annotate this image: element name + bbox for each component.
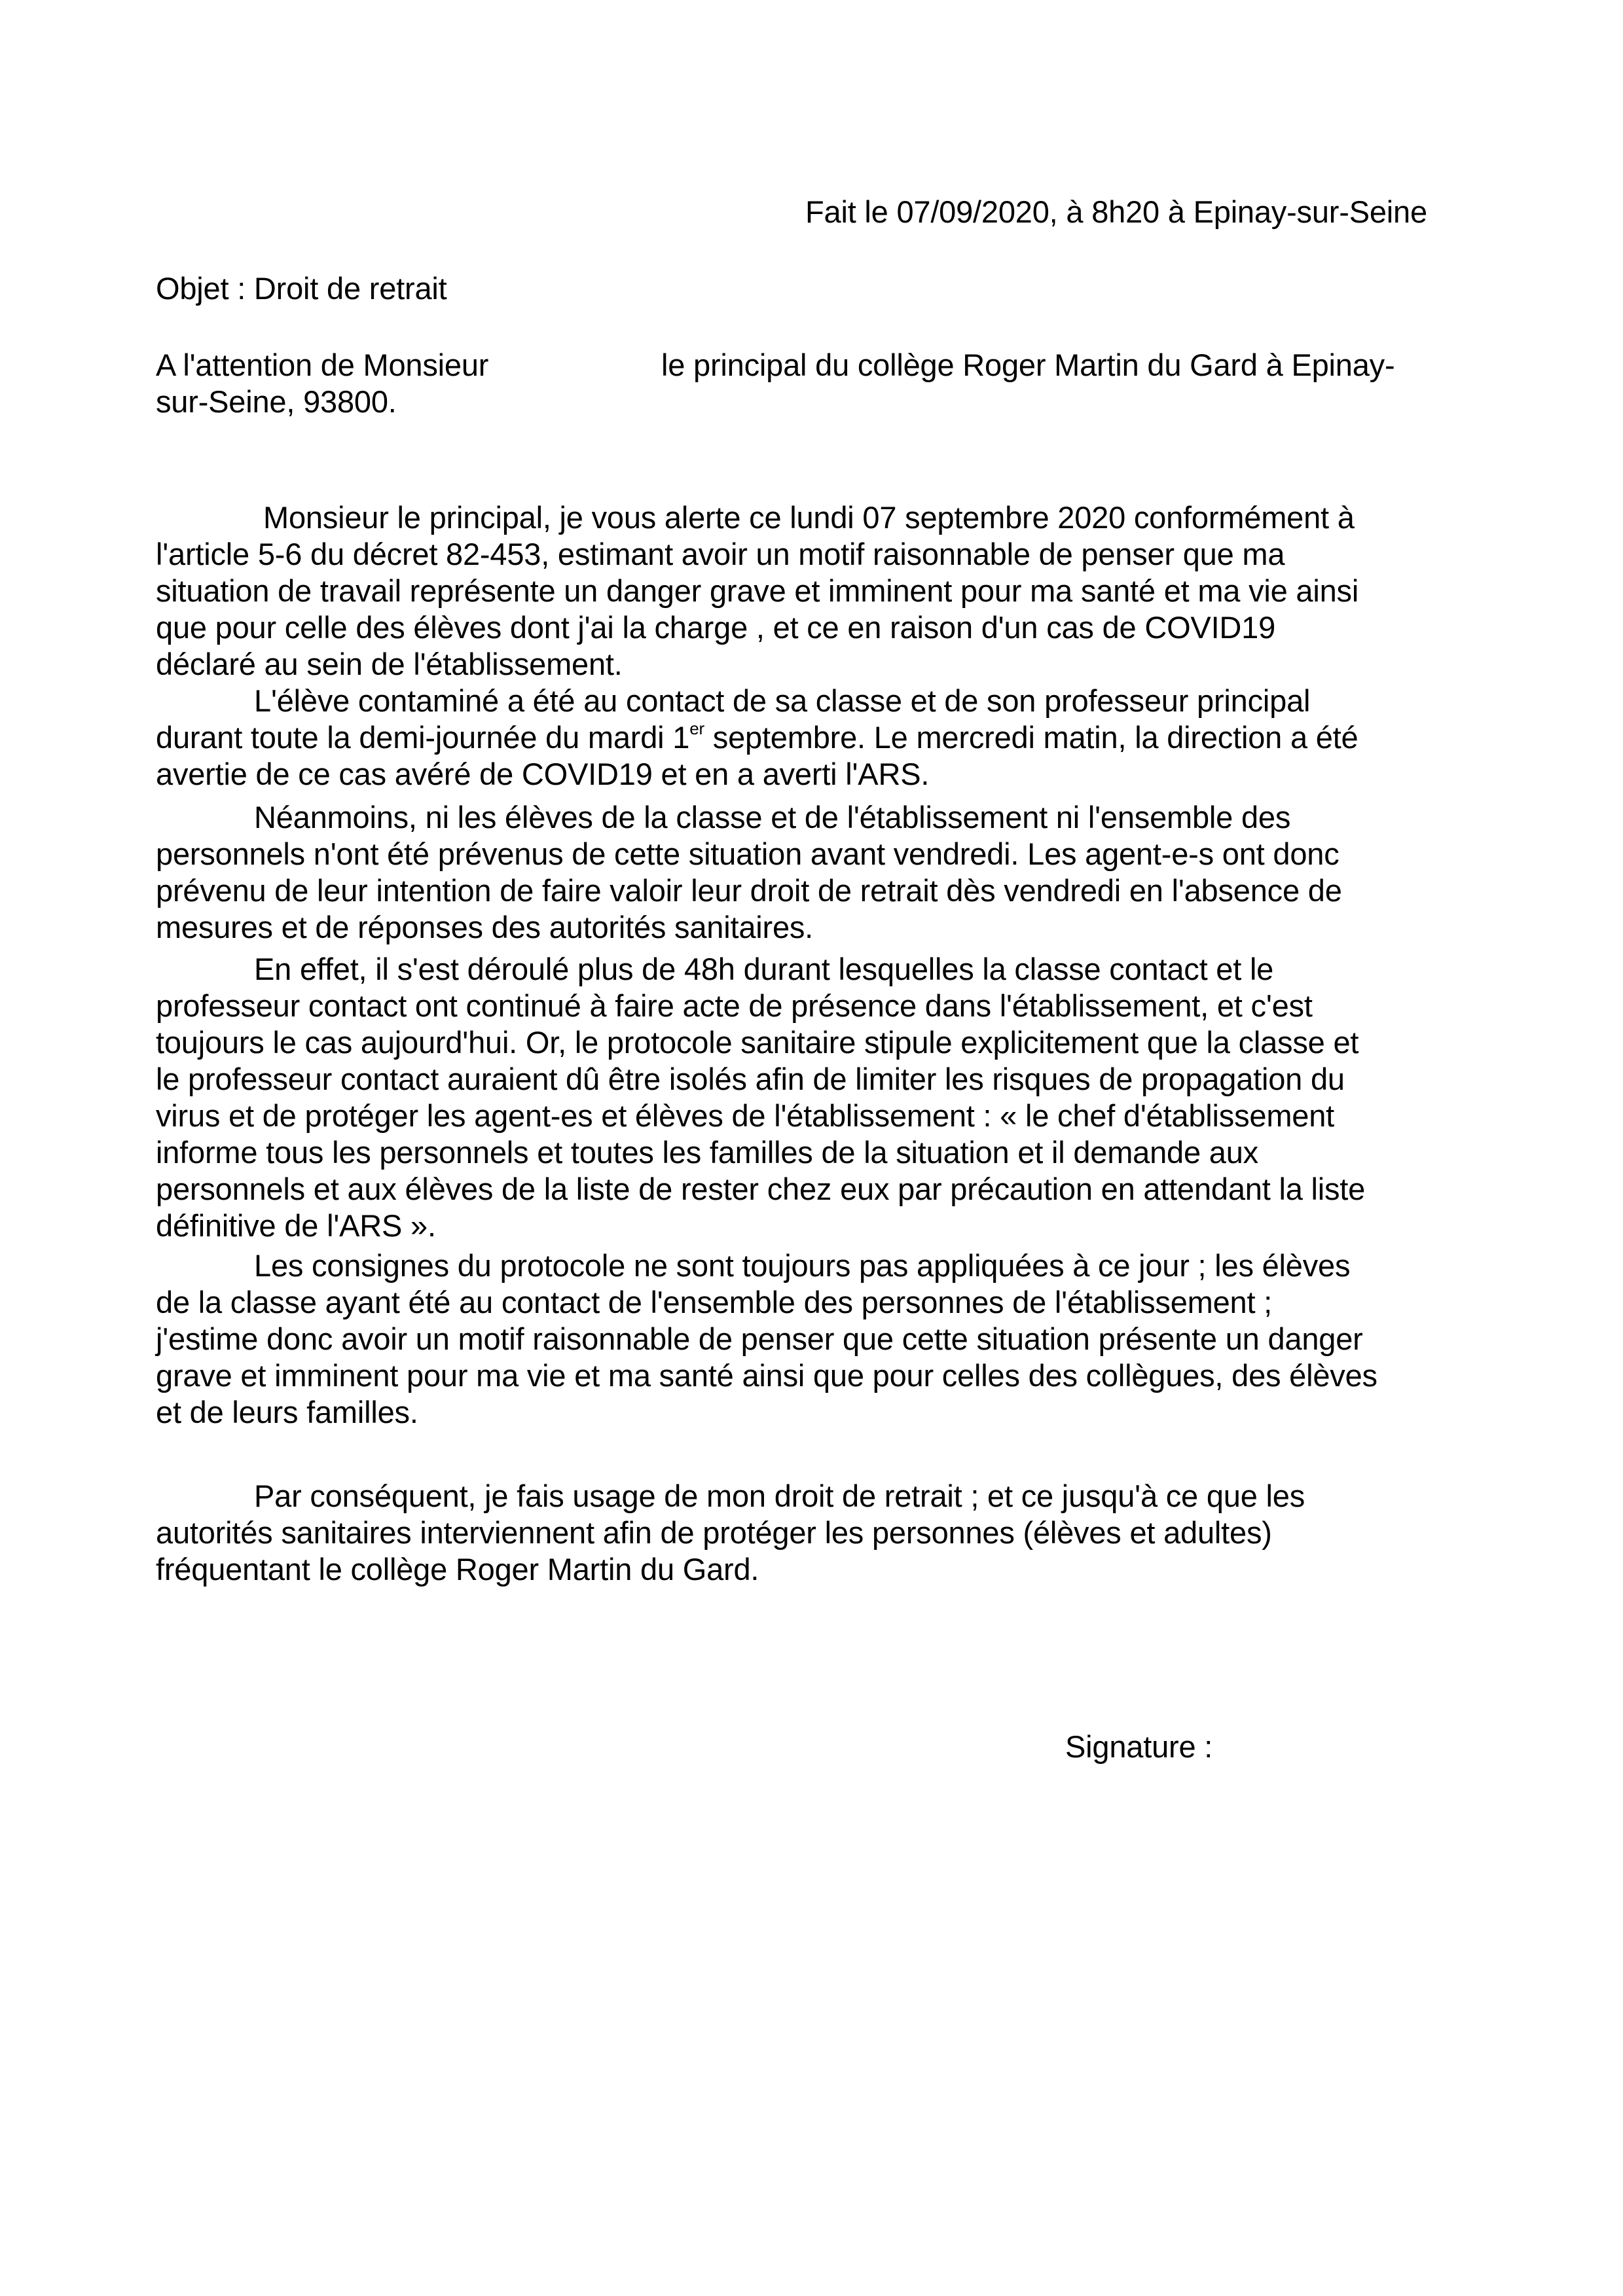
paragraph-line: Néanmoins, ni les élèves de la classe et de l'établissement ni l'ensemble des xyxy=(254,800,1291,834)
paragraph-line: Les consignes du protocole ne sont toujours pas appliquées à ce jour ; les élèves xyxy=(254,1248,1351,1283)
paragraph-line: informe tous les personnels et toutes les familles de la situation et il demande aux xyxy=(156,1135,1258,1170)
paragraph-line: Par conséquent, je fais usage de mon droit de retrait ; et ce jusqu'à ce que les xyxy=(254,1479,1305,1513)
text-segment: durant toute la demi-journée du mardi 1 xyxy=(156,720,690,755)
paragraph-line: déclaré au sein de l'établissement. xyxy=(156,647,623,681)
paragraph-line: avertie de ce cas avéré de COVID19 et en a averti l'ARS. xyxy=(156,757,930,791)
paragraph-line: que pour celle des élèves dont j'ai la charge , et ce en raison d'un cas de COVID19 xyxy=(156,610,1276,645)
paragraph-line: Monsieur le principal, je vous alerte ce lundi 07 septembre 2020 conformément à xyxy=(263,500,1355,535)
paragraph-line: L'élève contaminé a été au contact de sa classe et de son professeur principal xyxy=(254,683,1311,718)
paragraph-line: l'article 5-6 du décret 82-453, estimant avoir un motif raisonnable de penser que ma xyxy=(156,537,1285,571)
text-segment: septembre. Le mercredi matin, la direction a été xyxy=(704,720,1359,755)
paragraph-line: prévenu de leur intention de faire valoir leur droit de retrait dès vendredi en l'absence de xyxy=(156,873,1342,908)
paragraph-line: En effet, il s'est déroulé plus de 48h durant lesquelles la classe contact et le xyxy=(254,952,1274,986)
paragraph-line: personnels n'ont été prévenus de cette situation avant vendredi. Les agent-e-s ont donc xyxy=(156,836,1340,871)
paragraph-line: personnels et aux élèves de la liste de rester chez eux par précaution en attendant la liste xyxy=(156,1172,1366,1206)
paragraph-line xyxy=(156,719,1358,756)
addressee-line-2: sur-Seine, 93800. xyxy=(156,384,397,419)
paragraph-line: situation de travail représente un danger grave et imminent pour ma santé et ma vie ainsi xyxy=(156,573,1359,608)
paragraph-line: le professeur contact auraient dû être isolés afin de limiter les risques de propagation du xyxy=(156,1062,1345,1096)
paragraph-line: professeur contact ont continué à faire acte de présence dans l'établissement, et c'est xyxy=(156,988,1313,1023)
subject-line: Objet : Droit de retrait xyxy=(156,271,447,306)
paragraph-line: grave et imminent pour ma vie et ma santé ainsi que pour celles des collègues, des élèves xyxy=(156,1358,1377,1393)
paragraph-line: et de leurs familles. xyxy=(156,1395,418,1429)
paragraph-line: toujours le cas aujourd'hui. Or, le protocole sanitaire stipule explicitement que la classe et xyxy=(156,1025,1359,1060)
ordinal-superscript: er xyxy=(689,719,704,739)
paragraph-line: autorités sanitaires interviennent afin de protéger les personnes (élèves et adultes) xyxy=(156,1515,1272,1550)
signature-label: Signature : xyxy=(1065,1729,1213,1764)
paragraph-line: fréquentant le collège Roger Martin du Gard. xyxy=(156,1552,759,1587)
paragraph-line: de la classe ayant été au contact de l'ensemble des personnes de l'établissement ; xyxy=(156,1285,1273,1319)
paragraph-line: j'estime donc avoir un motif raisonnable de penser que cette situation présente un danger xyxy=(156,1321,1363,1356)
addressee-line-1-right: le principal du collège Roger Martin du Gard à Epinay- xyxy=(661,348,1395,382)
addressee-line-1-left: A l'attention de Monsieur xyxy=(156,348,489,382)
paragraph-line: virus et de protéger les agent-es et élèves de l'établissement : « le chef d'établissement xyxy=(156,1098,1335,1133)
paragraph-line: mesures et de réponses des autorités sanitaires. xyxy=(156,910,814,944)
paragraph-line: définitive de l'ARS ». xyxy=(156,1208,436,1243)
date-place-line: Fait le 07/09/2020, à 8h20 à Epinay-sur-Seine xyxy=(805,194,1427,229)
